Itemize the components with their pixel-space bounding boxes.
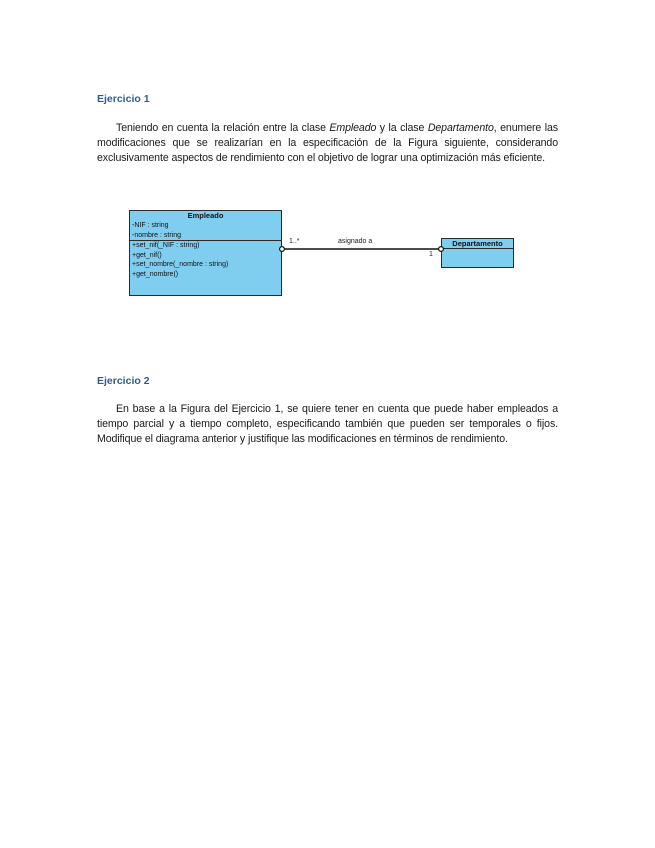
class-empleado-name: Empleado [187,211,224,220]
ejercicio-1-heading: Ejercicio 1 [97,93,150,105]
ejercicio-2-paragraph: En base a la Figura del Ejercicio 1, se quiere tener en cuenta que puede haber empleados a tiempo parcial y a tiempo completo, especificando también que pueden ser temporales o fijos. Modifique el diagrama anterior y justifique las modificaciones en términos de rendimiento. [97,403,558,445]
multiplicity-departamento: 1 [429,251,433,258]
paragraph-text: , enumere las modificaciones que se realizarían en la especificación de la Figura siguiente, considerando exclusivamente aspectos de rendimiento con el objetivo de lograr una optimización más eficiente. [97,122,558,164]
attribute: -NIF : string [132,222,169,229]
class-name-empleado: Empleado [329,122,377,134]
class-name-departamento: Departamento [427,122,494,134]
paragraph-text: Teniendo en cuenta la relación entre la clase [116,122,330,134]
operation: +get_nif() [132,251,162,259]
attribute: -nombre : string [132,231,182,239]
association-name: asignado a [338,238,373,245]
operation: +set_nif(_NIF : string) [132,242,200,249]
multiplicity-empleado: 1..* [289,238,300,245]
operation: +get_nombre() [132,270,179,278]
ejercicio-2-heading: Ejercicio 2 [97,375,150,387]
class-departamento-name: Departamento [442,239,513,249]
operation: +set_nombre(_nombre : string) [132,261,229,268]
paragraph-text: y la clase [376,122,428,134]
